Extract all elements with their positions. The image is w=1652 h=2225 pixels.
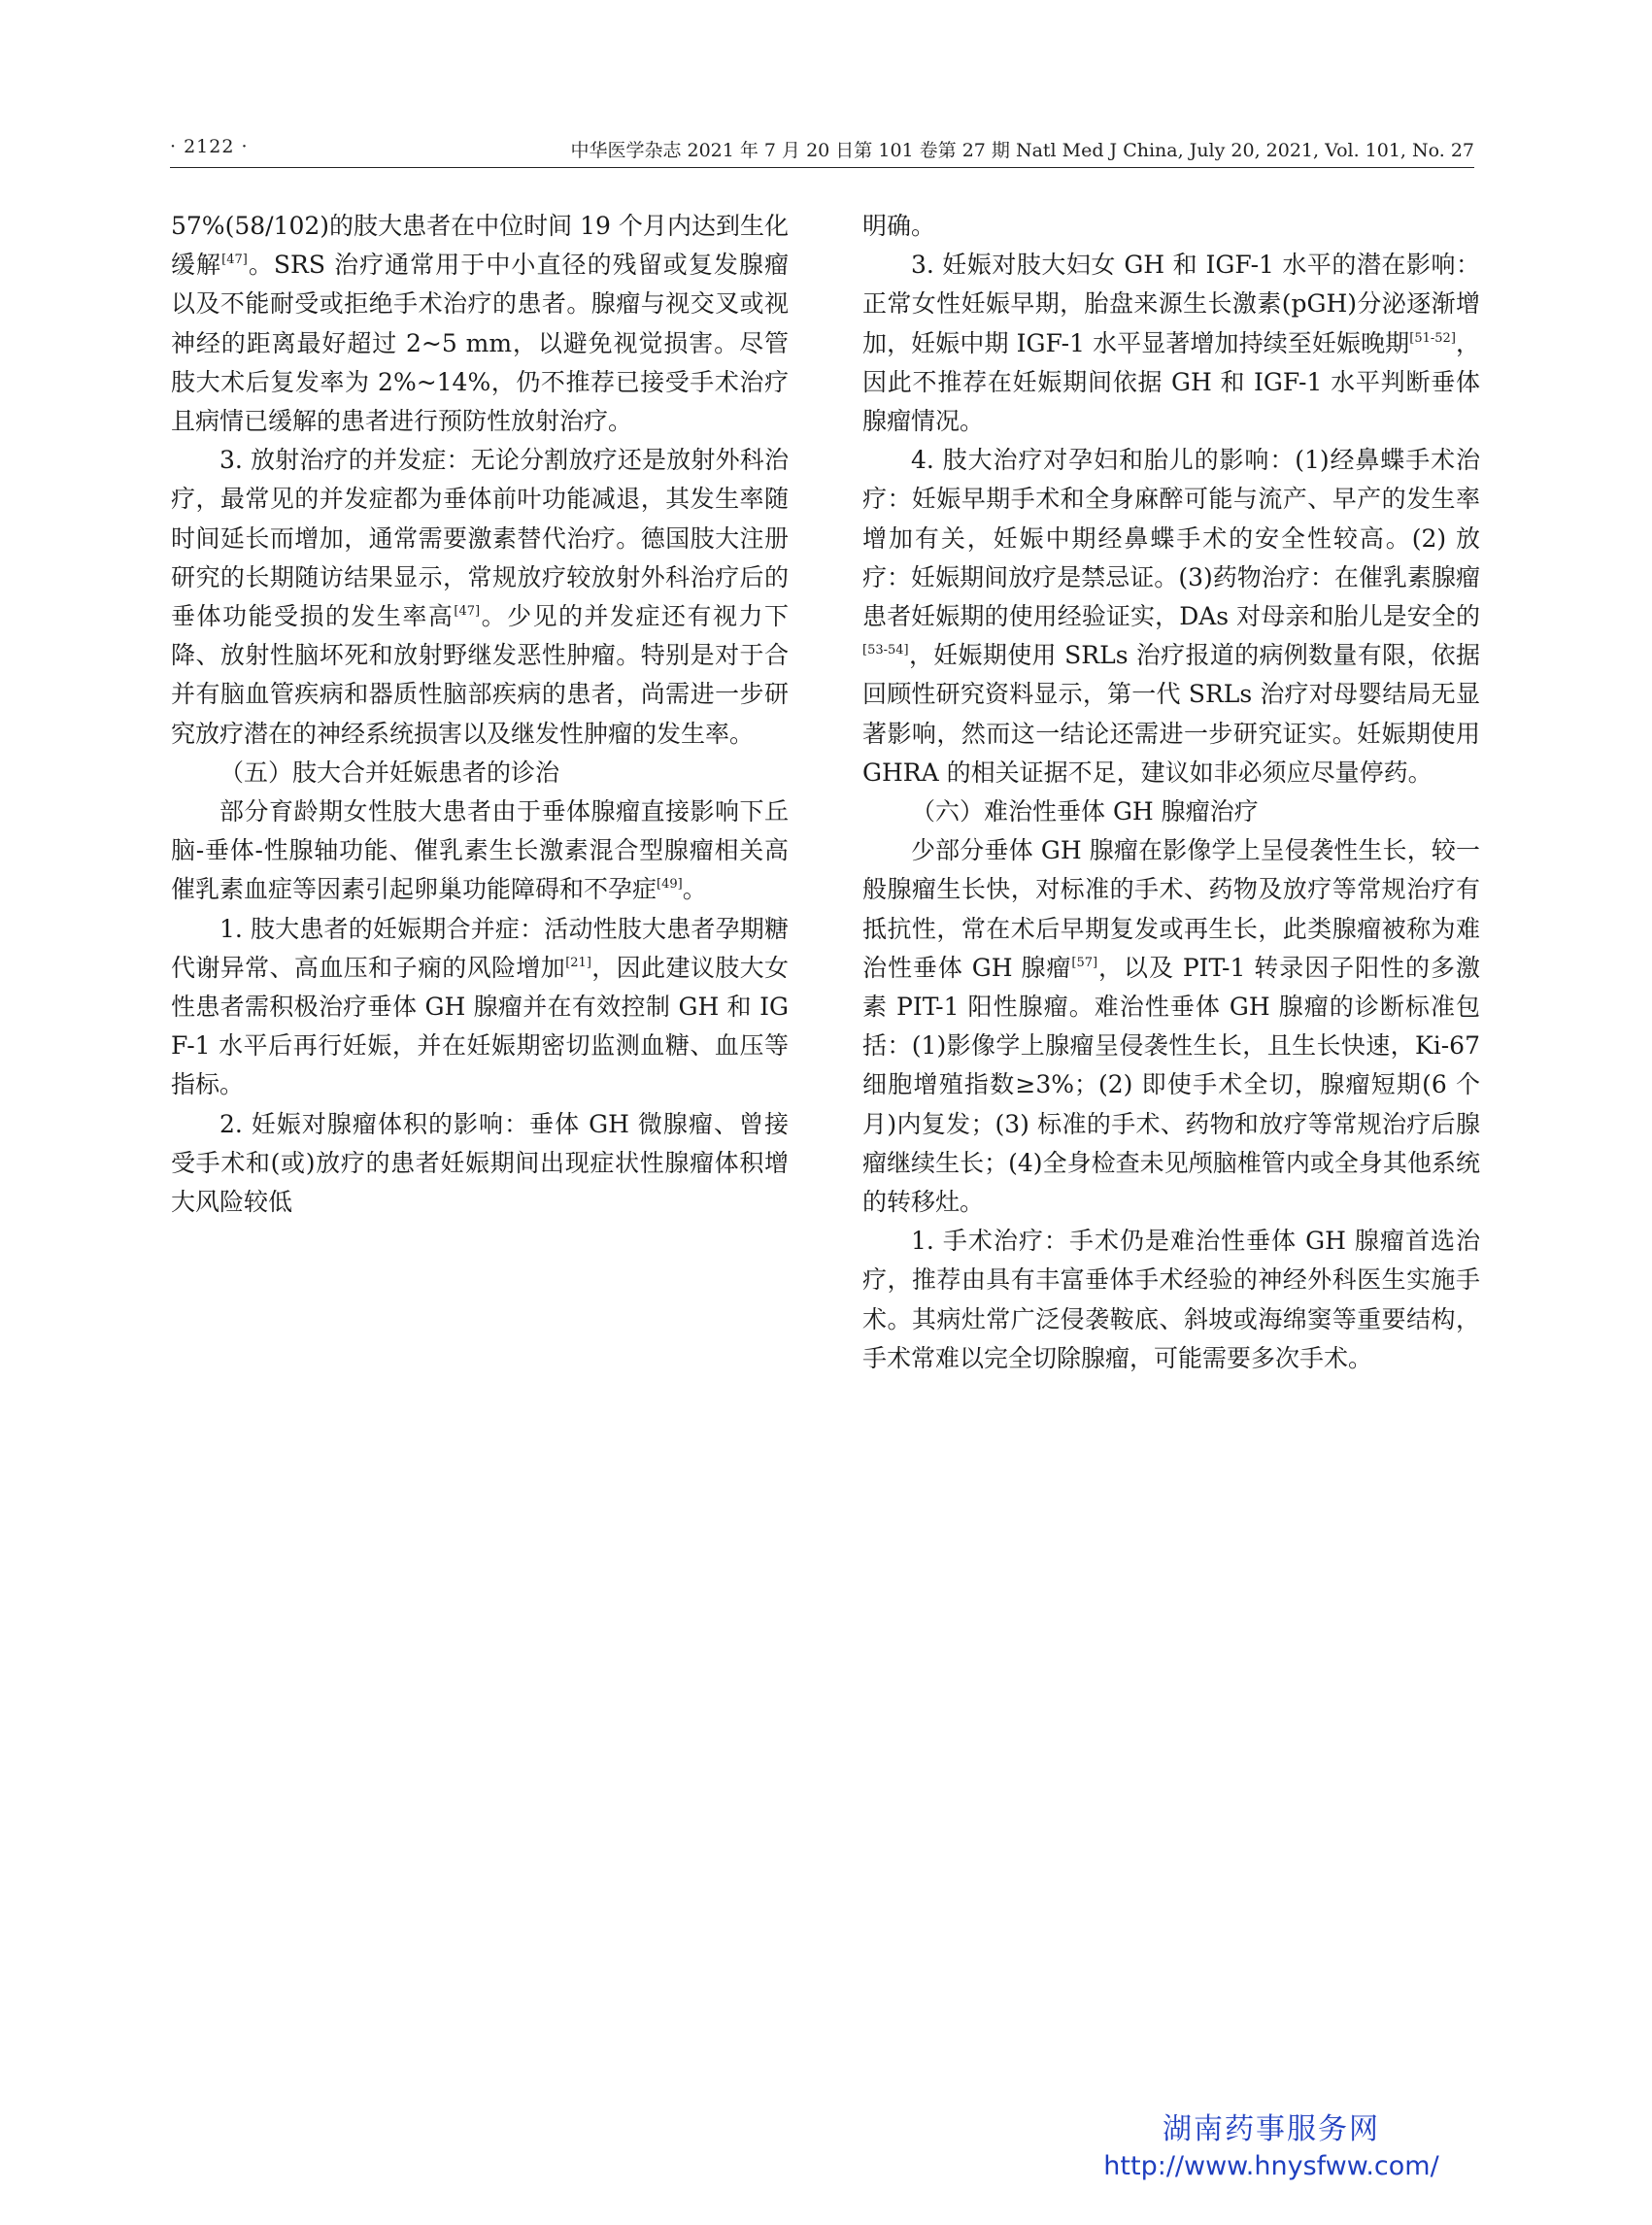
- right-column: [862, 207, 1480, 1378]
- paragraph: 少部分垂体 GH 腺瘤在影像学上呈侵袭性生长，较一般腺瘤生长快，对标准的手术、药物及放疗等常规治疗有抵抗性，常在术后早期复发或再生长，此类腺瘤被称为难治性垂体 GH 腺瘤[57]，以及 PIT-1 转录因子阳性的多激素 PIT-1 阳性腺瘤。难治性垂体 GH 腺瘤的诊断标准包括：(1)影像学上腺瘤呈侵袭性生长，且生长快速，Ki-67 细胞增殖指数≥3%；(2) 即使手术全切，腺瘤短期(6 个月)内复发；(3) 标准的手术、药物和放疗等常规治疗后腺瘤继续生长；(4)全身检查未见颅脑椎管内或全身其他系统的转移灶。: [862, 836, 1480, 1217]
- paragraph: 明确。: [862, 212, 936, 240]
- citation-ref: [57]: [1071, 955, 1098, 970]
- watermark-url[interactable]: http://www.hnysfww.com/: [1103, 2151, 1439, 2181]
- citation-ref: [21]: [565, 955, 591, 970]
- paragraph: 1. 肢大患者的妊娠期合并症：活动性肢大患者孕期糖代谢异常、高血压和子痫的风险增加[21]，因此建议肢大女性患者需积极治疗垂体 GH 腺瘤并在有效控制 GH 和 IGF-1 水平后再行妊娠，并在妊娠期密切监测血糖、血压等指标。: [171, 914, 789, 1099]
- site-watermark: [1043, 2110, 1500, 2184]
- paragraph: 部分育龄期女性肢大患者由于垂体腺瘤直接影响下丘脑-垂体-性腺轴功能、催乳素生长激素混合型腺瘤相关高催乳素血症等因素引起卵巢功能障碍和不孕症[49]。: [171, 797, 789, 904]
- left-column: [171, 207, 789, 1222]
- page-number: · 2122 ·: [170, 136, 249, 157]
- citation-ref: [47]: [454, 604, 481, 620]
- citation-ref: [51-52]: [1409, 330, 1456, 346]
- paragraph: 2. 妊娠对腺瘤体积的影响：垂体 GH 微腺瘤、曾接受手术和(或)放疗的患者妊娠期间出现症状性腺瘤体积增大风险较低: [171, 1109, 789, 1217]
- watermark-site-name: 湖南药事服务网: [1163, 2112, 1380, 2146]
- paragraph: 4. 肢大治疗对孕妇和胎儿的影响：(1)经鼻蝶手术治疗：妊娠早期手术和全身麻醉可能与流产、早产的发生率增加有关，妊娠中期经鼻蝶手术的安全性较高。(2) 放疗：妊娠期间放疗是禁忌证。(3)药物治疗：在催乳素腺瘤患者妊娠期的使用经验证实，DAs 对母亲和胎儿是安全的[53-54]，妊娠期使用 SRLs 治疗报道的病例数量有限，依据回顾性研究资料显示，第一代 SRLs 治疗对母婴结局无显著影响，然而这一结论还需进一步研究证实。妊娠期使用 GHRA 的相关证据不足，建议如非必须应尽量停药。: [862, 446, 1480, 787]
- paragraph: 3. 放射治疗的并发症：无论分割放疗还是放射外科治疗，最常见的并发症都为垂体前叶功能减退，其发生率随时间延长而增加，通常需要激素替代治疗。德国肢大注册研究的长期随访结果显示，常规放疗较放射外科治疗后的垂体功能受损的发生率高[47]。少见的并发症还有视力下降、放射性脑坏死和放射野继发恶性肿瘤。特别是对于合并有脑血管疾病和器质性脑部疾病的患者，尚需进一步研究放疗潜在的神经系统损害以及继发性肿瘤的发生率。: [171, 446, 789, 748]
- journal-citation: 中华医学杂志 2021 年 7 月 20 日第 101 卷第 27 期 Natl Med J China, July 20, 2021, Vol. 101, No. 27: [570, 140, 1474, 161]
- running-header: [170, 134, 1474, 168]
- citation-ref: [49]: [657, 877, 683, 893]
- section-heading: （六）难治性垂体 GH 腺瘤治疗: [911, 797, 1259, 826]
- citation-ref: [47]: [221, 253, 248, 268]
- paragraph: 1. 手术治疗：手术仍是难治性垂体 GH 腺瘤首选治疗，推荐由具有丰富垂体手术经验的神经外科医生实施手术。其病灶常广泛侵袭鞍底、斜坡或海绵窦等重要结构，手术常难以完全切除腺瘤，可能需要多次手术。: [862, 1227, 1480, 1372]
- paragraph: 57%(58/102)的肢大患者在中位时间 19 个月内达到生化缓解[47]。SRS 治疗通常用于中小直径的残留或复发腺瘤以及不能耐受或拒绝手术治疗的患者。腺瘤与视交叉或视神经的距离最好超过 2~5 mm，以避免视觉损害。尽管肢大术后复发率为 2%~14%，仍不推荐已接受手术治疗且病情已缓解的患者进行预防性放射治疗。: [171, 212, 789, 436]
- paragraph: 3. 妊娠对肢大妇女 GH 和 IGF-1 水平的潜在影响：正常女性妊娠早期，胎盘来源生长激素(pGH)分泌逐渐增加，妊娠中期 IGF-1 水平显著增加持续至妊娠晚期[51-52]，因此不推荐在妊娠期间依据 GH 和 IGF-1 水平判断垂体腺瘤情况。: [862, 251, 1480, 436]
- section-heading: （五）肢大合并妊娠患者的诊治: [219, 758, 560, 787]
- citation-ref: [53-54]: [862, 643, 909, 658]
